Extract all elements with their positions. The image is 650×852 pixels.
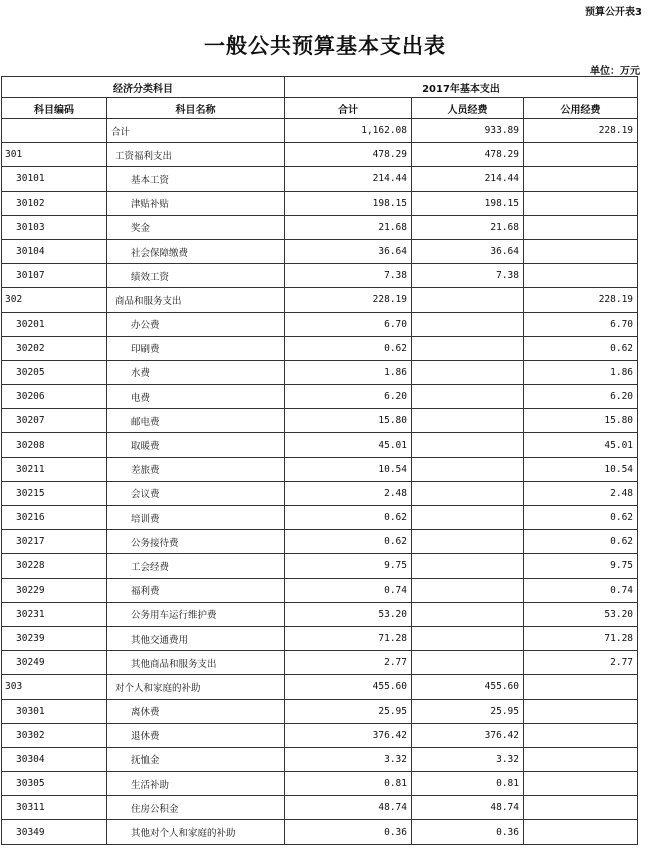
cell-public (524, 191, 638, 215)
cell-name: 差旅费 (107, 457, 285, 481)
cell-total: 9.75 (285, 554, 412, 578)
cell-personnel (412, 409, 524, 433)
table-category-row (2, 288, 638, 312)
cell-name: 工资福利支出 (107, 143, 285, 167)
cell-code: 30249 (2, 651, 107, 675)
table-category-row (2, 143, 638, 167)
cell-total: 53.20 (285, 602, 412, 626)
cell-personnel (412, 602, 524, 626)
cell-name: 邮电费 (107, 409, 285, 433)
cell-personnel (412, 457, 524, 481)
cell-public (524, 723, 638, 747)
cell-personnel: 0.81 (412, 772, 524, 796)
cell-name: 抚恤金 (107, 747, 285, 771)
header-group-row (2, 77, 638, 98)
column-header-code: 科目编码 (2, 98, 107, 119)
cell-public (524, 796, 638, 820)
cell-name: 办公费 (107, 312, 285, 336)
table-row (2, 796, 638, 820)
cell-personnel: 478.29 (412, 143, 524, 167)
table-row (2, 312, 638, 336)
cell-public: 6.70 (524, 312, 638, 336)
cell-code: 30349 (2, 820, 107, 844)
cell-personnel (412, 288, 524, 312)
header-economic-classification: 经济分类科目 (2, 77, 285, 98)
cell-total: 7.38 (285, 264, 412, 288)
cell-personnel: 36.64 (412, 239, 524, 263)
cell-name: 商品和服务支出 (107, 288, 285, 312)
cell-total: 3.32 (285, 747, 412, 771)
table-row (2, 651, 638, 675)
cell-personnel: 455.60 (412, 675, 524, 699)
cell-code: 301 (2, 143, 107, 167)
cell-public (524, 772, 638, 796)
cell-public: 2.48 (524, 481, 638, 505)
table-total-row (2, 119, 638, 143)
cell-total: 36.64 (285, 239, 412, 263)
cell-name: 生活补助 (107, 772, 285, 796)
cell-name: 其他交通费用 (107, 626, 285, 650)
cell-name: 其他对个人和家庭的补助 (107, 820, 285, 844)
cell-code: 30239 (2, 626, 107, 650)
cell-public (524, 239, 638, 263)
cell-code: 302 (2, 288, 107, 312)
cell-personnel (412, 578, 524, 602)
cell-public (524, 747, 638, 771)
header-basic-expenditure-2017: 2017年基本支出 (285, 77, 638, 98)
cell-personnel: 376.42 (412, 723, 524, 747)
cell-name: 离休费 (107, 699, 285, 723)
cell-name: 奖金 (107, 215, 285, 239)
cell-name: 津贴补贴 (107, 191, 285, 215)
cell-code: 30211 (2, 457, 107, 481)
cell-name: 培训费 (107, 506, 285, 530)
cell-code (2, 119, 107, 143)
cell-total: 45.01 (285, 433, 412, 457)
cell-name: 会议费 (107, 481, 285, 505)
cell-personnel: 48.74 (412, 796, 524, 820)
cell-total: 0.62 (285, 336, 412, 360)
cell-code: 30101 (2, 167, 107, 191)
cell-total: 71.28 (285, 626, 412, 650)
cell-public: 2.77 (524, 651, 638, 675)
table-row (2, 360, 638, 384)
cell-code: 30206 (2, 385, 107, 409)
cell-public: 0.62 (524, 506, 638, 530)
cell-code: 30217 (2, 530, 107, 554)
cell-public: 0.62 (524, 530, 638, 554)
cell-code: 30302 (2, 723, 107, 747)
column-header-personnel: 人员经费 (412, 98, 524, 119)
cell-total: 198.15 (285, 191, 412, 215)
cell-personnel: 7.38 (412, 264, 524, 288)
cell-code: 30215 (2, 481, 107, 505)
cell-code: 30311 (2, 796, 107, 820)
cell-code: 30202 (2, 336, 107, 360)
cell-name: 印刷费 (107, 336, 285, 360)
cell-public (524, 699, 638, 723)
cell-personnel (412, 626, 524, 650)
column-header-total: 合计 (285, 98, 412, 119)
table-row (2, 336, 638, 360)
cell-personnel (412, 385, 524, 409)
cell-total: 0.62 (285, 506, 412, 530)
cell-personnel (412, 530, 524, 554)
table-row (2, 747, 638, 771)
table-row (2, 723, 638, 747)
table-row (2, 409, 638, 433)
header-column-row (2, 98, 638, 119)
cell-personnel: 214.44 (412, 167, 524, 191)
cell-code: 30205 (2, 360, 107, 384)
cell-personnel (412, 651, 524, 675)
cell-name: 工会经费 (107, 554, 285, 578)
cell-personnel: 198.15 (412, 191, 524, 215)
cell-public: 71.28 (524, 626, 638, 650)
cell-public: 0.62 (524, 336, 638, 360)
cell-code: 30107 (2, 264, 107, 288)
page-title: 一般公共预算基本支出表 (204, 33, 446, 58)
cell-total: 376.42 (285, 723, 412, 747)
cell-public: 15.80 (524, 409, 638, 433)
cell-personnel (412, 506, 524, 530)
cell-code: 30207 (2, 409, 107, 433)
cell-code: 30228 (2, 554, 107, 578)
cell-total: 15.80 (285, 409, 412, 433)
cell-code: 30304 (2, 747, 107, 771)
cell-total: 25.95 (285, 699, 412, 723)
cell-total: 2.77 (285, 651, 412, 675)
cell-name: 电费 (107, 385, 285, 409)
cell-name: 绩效工资 (107, 264, 285, 288)
cell-public: 45.01 (524, 433, 638, 457)
cell-code: 30305 (2, 772, 107, 796)
cell-personnel: 933.89 (412, 119, 524, 143)
cell-code: 30229 (2, 578, 107, 602)
cell-public (524, 143, 638, 167)
table-row (2, 699, 638, 723)
cell-code: 30104 (2, 239, 107, 263)
cell-total: 1.86 (285, 360, 412, 384)
unit-label: 单位：万元 (590, 66, 640, 77)
table-row (2, 506, 638, 530)
cell-total: 0.62 (285, 530, 412, 554)
cell-name: 公务接待费 (107, 530, 285, 554)
cell-total: 10.54 (285, 457, 412, 481)
cell-total: 2.48 (285, 481, 412, 505)
cell-total: 21.68 (285, 215, 412, 239)
cell-public: 10.54 (524, 457, 638, 481)
cell-code: 30103 (2, 215, 107, 239)
table-category-row (2, 675, 638, 699)
cell-personnel (412, 360, 524, 384)
cell-total: 0.36 (285, 820, 412, 844)
table-row (2, 578, 638, 602)
table-body (2, 119, 638, 845)
table-row (2, 215, 638, 239)
table-row (2, 385, 638, 409)
table-row (2, 239, 638, 263)
cell-total: 0.74 (285, 578, 412, 602)
cell-name: 住房公积金 (107, 796, 285, 820)
cell-personnel (412, 433, 524, 457)
cell-public (524, 820, 638, 844)
cell-code: 30231 (2, 602, 107, 626)
cell-total: 0.81 (285, 772, 412, 796)
cell-code: 303 (2, 675, 107, 699)
cell-name: 合计 (107, 119, 285, 143)
cell-total: 6.70 (285, 312, 412, 336)
table-row (2, 481, 638, 505)
table-row (2, 772, 638, 796)
cell-personnel: 3.32 (412, 747, 524, 771)
cell-name: 社会保障缴费 (107, 239, 285, 263)
table-row (2, 264, 638, 288)
cell-public (524, 675, 638, 699)
cell-public: 9.75 (524, 554, 638, 578)
column-header-public: 公用经费 (524, 98, 638, 119)
cell-personnel: 21.68 (412, 215, 524, 239)
cell-public (524, 264, 638, 288)
cell-code: 30301 (2, 699, 107, 723)
cell-public: 53.20 (524, 602, 638, 626)
cell-total: 214.44 (285, 167, 412, 191)
cell-personnel (412, 554, 524, 578)
cell-public: 0.74 (524, 578, 638, 602)
cell-total: 6.20 (285, 385, 412, 409)
cell-total: 455.60 (285, 675, 412, 699)
cell-name: 公务用车运行维护费 (107, 602, 285, 626)
cell-name: 福利费 (107, 578, 285, 602)
table-row (2, 530, 638, 554)
cell-personnel: 0.36 (412, 820, 524, 844)
cell-public (524, 167, 638, 191)
cell-public: 6.20 (524, 385, 638, 409)
cell-total: 228.19 (285, 288, 412, 312)
cell-name: 取暖费 (107, 433, 285, 457)
cell-personnel (412, 336, 524, 360)
cell-total: 478.29 (285, 143, 412, 167)
cell-code: 30216 (2, 506, 107, 530)
cell-code: 30102 (2, 191, 107, 215)
table-number-label: 预算公开表3 (585, 7, 642, 18)
table-header (2, 77, 638, 119)
table-row (2, 191, 638, 215)
cell-personnel (412, 312, 524, 336)
table-row (2, 457, 638, 481)
cell-code: 30201 (2, 312, 107, 336)
cell-personnel (412, 481, 524, 505)
cell-total: 48.74 (285, 796, 412, 820)
table-row (2, 554, 638, 578)
cell-public: 1.86 (524, 360, 638, 384)
budget-table (1, 76, 638, 845)
table-row (2, 602, 638, 626)
table-row (2, 626, 638, 650)
cell-personnel: 25.95 (412, 699, 524, 723)
table-row (2, 820, 638, 844)
cell-total: 1,162.08 (285, 119, 412, 143)
cell-name: 基本工资 (107, 167, 285, 191)
table-row (2, 433, 638, 457)
cell-name: 退休费 (107, 723, 285, 747)
cell-code: 30208 (2, 433, 107, 457)
cell-name: 其他商品和服务支出 (107, 651, 285, 675)
cell-public (524, 215, 638, 239)
cell-name: 对个人和家庭的补助 (107, 675, 285, 699)
table-row (2, 167, 638, 191)
column-header-name: 科目名称 (107, 98, 285, 119)
cell-public: 228.19 (524, 119, 638, 143)
cell-name: 水费 (107, 360, 285, 384)
cell-public: 228.19 (524, 288, 638, 312)
